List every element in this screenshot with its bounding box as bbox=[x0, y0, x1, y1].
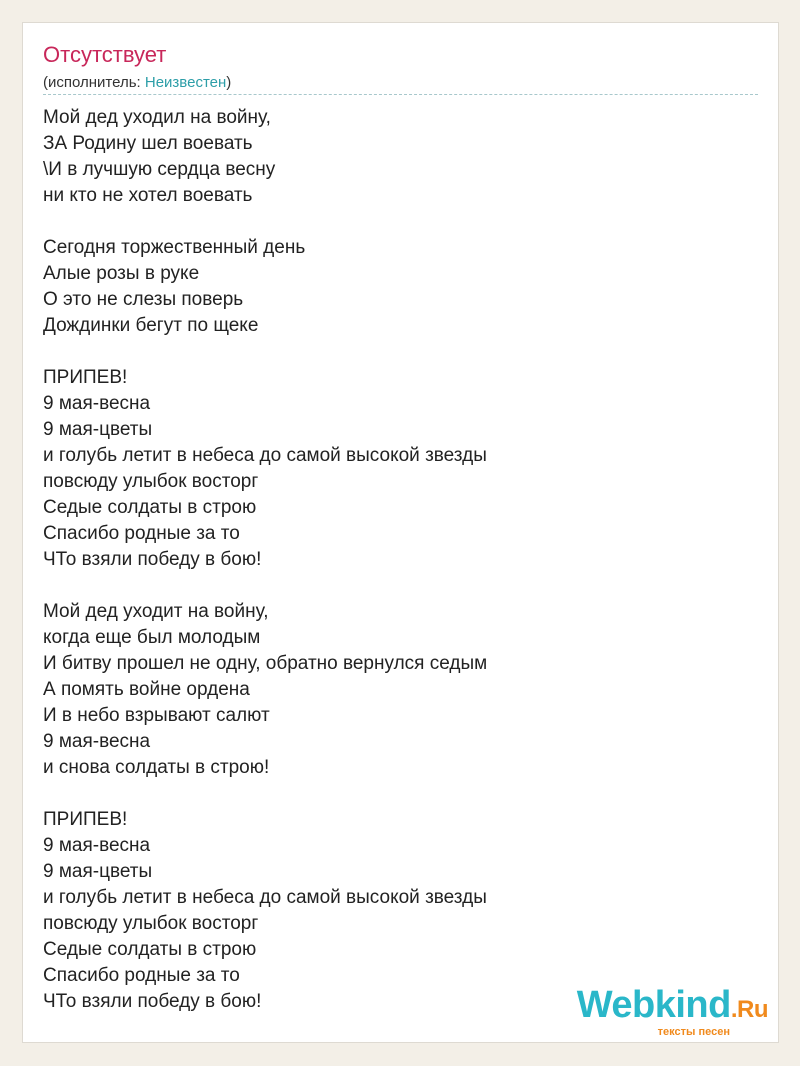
lyric-line: 9 мая-весна bbox=[43, 393, 151, 414]
lyric-line: и голубь летит в небеса до самой высокой звезды bbox=[43, 887, 487, 908]
lyric-line: и снова солдаты в строю! bbox=[43, 757, 270, 778]
logo-tagline: тексты песен bbox=[657, 1026, 730, 1038]
lyric-line: и голубь летит в небеса до самой высокой звезды bbox=[43, 445, 487, 466]
lyric-line: Спасибо родные за то bbox=[43, 523, 240, 544]
lyric-line: О это не слезы поверь bbox=[43, 289, 244, 310]
lyric-line: Седые солдаты в строю bbox=[43, 497, 257, 518]
lyric-line: ЗА Родину шел воевать bbox=[43, 133, 253, 154]
lyric-line: Алые розы в руке bbox=[43, 263, 200, 284]
lyrics-page bbox=[22, 22, 779, 1043]
lyric-line bbox=[43, 209, 487, 235]
artist-link[interactable]: Неизвестен bbox=[144, 74, 227, 91]
lyric-line: Седые солдаты в строю bbox=[43, 939, 257, 960]
lyric-line: повсюду улыбок восторг bbox=[43, 471, 259, 492]
lyric-line: 9 мая-весна bbox=[43, 835, 151, 856]
logo-main-text: Webkind bbox=[576, 984, 731, 1026]
lyric-line: И битву прошел не одну, обратно вернулся седым bbox=[43, 653, 488, 674]
lyric-line: Спасибо родные за то bbox=[43, 965, 240, 986]
lyric-line: 9 мая-цветы bbox=[43, 419, 153, 440]
lyric-line bbox=[43, 339, 487, 365]
lyric-line: ни кто не хотел воевать bbox=[43, 185, 253, 206]
lyric-line: Дождинки бегут по щеке bbox=[43, 315, 259, 336]
lyrics-text bbox=[43, 105, 487, 1015]
lyric-line: ПРИПЕВ! bbox=[43, 367, 128, 388]
song-title: Отсутствует bbox=[43, 42, 167, 67]
artist-byline bbox=[43, 74, 231, 91]
lyric-line: Мой дед уходит на войну, bbox=[43, 601, 269, 622]
lyric-line: 9 мая-весна bbox=[43, 731, 151, 752]
lyric-line: А помять войне ордена bbox=[43, 679, 250, 700]
lyric-line: ЧТо взяли победу в бою! bbox=[43, 991, 262, 1012]
lyric-line: 9 мая-цветы bbox=[43, 861, 153, 882]
lyric-line: И в небо взрывают салют bbox=[43, 705, 270, 726]
lyric-line bbox=[43, 781, 487, 807]
lyric-line bbox=[43, 573, 487, 599]
lyric-line: ЧТо взяли победу в бою! bbox=[43, 549, 262, 570]
logo-suffix: .Ru bbox=[730, 996, 768, 1023]
lyric-line: \И в лучшую сердца весну bbox=[43, 159, 276, 180]
lyric-line: когда еще был молодым bbox=[43, 627, 261, 648]
lyric-line: Мой дед уходил на войну, bbox=[43, 107, 271, 128]
byline-suffix: ) bbox=[226, 74, 232, 91]
lyric-line: ПРИПЕВ! bbox=[43, 809, 128, 830]
title-divider bbox=[43, 94, 758, 95]
lyric-line: Сегодня торжественный день bbox=[43, 237, 306, 258]
lyric-line: повсюду улыбок восторг bbox=[43, 913, 259, 934]
logo-wordmark bbox=[577, 986, 768, 1029]
webkind-logo[interactable] bbox=[577, 986, 768, 1038]
byline-prefix: (исполнитель: bbox=[43, 74, 145, 91]
